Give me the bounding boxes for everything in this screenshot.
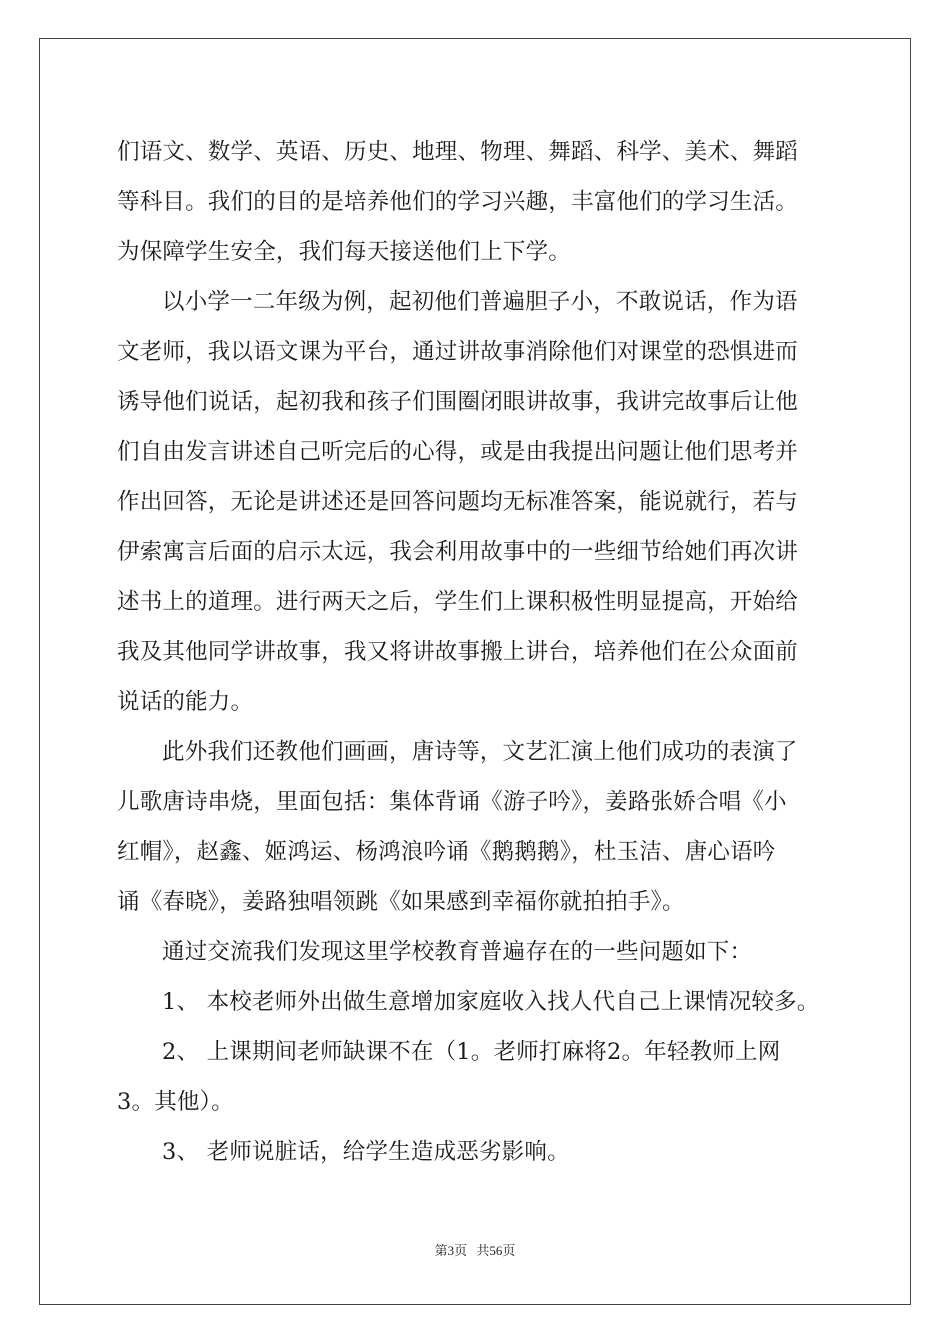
- text-line: 以小学一二年级为例，起初他们普遍胆子小，不敢说话，作为语: [162, 289, 798, 315]
- text-line: 通过交流我们发现这里学校教育普遍存在的一些问题如下：: [162, 939, 753, 965]
- text-line: 红帽》，赵鑫、姬鸿运、杨鸿浪吟诵《鹅鹅鹅》，杜玉洁、唐心语吟: [117, 839, 776, 865]
- text-line: 伊索寓言后面的启示太远，我会利用故事中的一些细节给她们再次讲: [117, 539, 799, 565]
- page-total: 共56页: [476, 1243, 516, 1258]
- document-body: [117, 127, 837, 1177]
- text-line: 述书上的道理。进行两天之后，学生们上课积极性明显提高，开始给: [117, 589, 799, 615]
- page-footer: [0, 1240, 950, 1259]
- text-line: 文老师，我以语文课为平台，通过讲故事消除他们对课堂的恐惧进而: [117, 339, 799, 365]
- text-line: 此外我们还教他们画画，唐诗等，文艺汇演上他们成功的表演了: [162, 739, 798, 765]
- text-line: 诱导他们说话，起初我和孩子们围圈闭眼讲故事，我讲完故事后让他: [117, 389, 799, 415]
- text-line: 3。其他）。: [117, 1089, 234, 1115]
- text-line: 诵《春晓》，姜路独唱领跳《如果感到幸福你就拍拍手》。: [117, 889, 685, 915]
- list-item: 1、 本校老师外出做生意增加家庭收入找人代自己上课情况较多。: [162, 989, 820, 1015]
- text-line: 我及其他同学讲故事，我又将讲故事搬上讲台，培养他们在公众面前: [117, 639, 799, 665]
- text-line: 作出回答，无论是讲述还是回答问题均无标准答案，能说就行，若与: [117, 489, 799, 515]
- page-number: 第3页: [434, 1243, 468, 1258]
- list-item: 3、 老师说脏话，给学生造成恶劣影响。: [162, 1139, 570, 1165]
- text-line: 为保障学生安全，我们每天接送他们上下学。: [117, 239, 572, 265]
- text-line: 等科目。我们的目的是培养他们的学习兴趣，丰富他们的学习生活。: [117, 189, 799, 215]
- text-line: 们自由发言讲述自己听完后的心得，或是由我提出问题让他们思考并: [117, 439, 799, 465]
- text-line: 儿歌唐诗串烧，里面包括：集体背诵《游子吟》，姜路张娇合唱《小: [117, 789, 787, 815]
- text-line: 说话的能力。: [117, 689, 254, 715]
- list-item: 2、 上课期间老师缺课不在（1。老师打麻将2。年轻教师上网: [162, 1039, 781, 1065]
- text-line: 们语文、数学、英语、历史、地理、物理、舞蹈、科学、美术、舞蹈: [117, 139, 799, 165]
